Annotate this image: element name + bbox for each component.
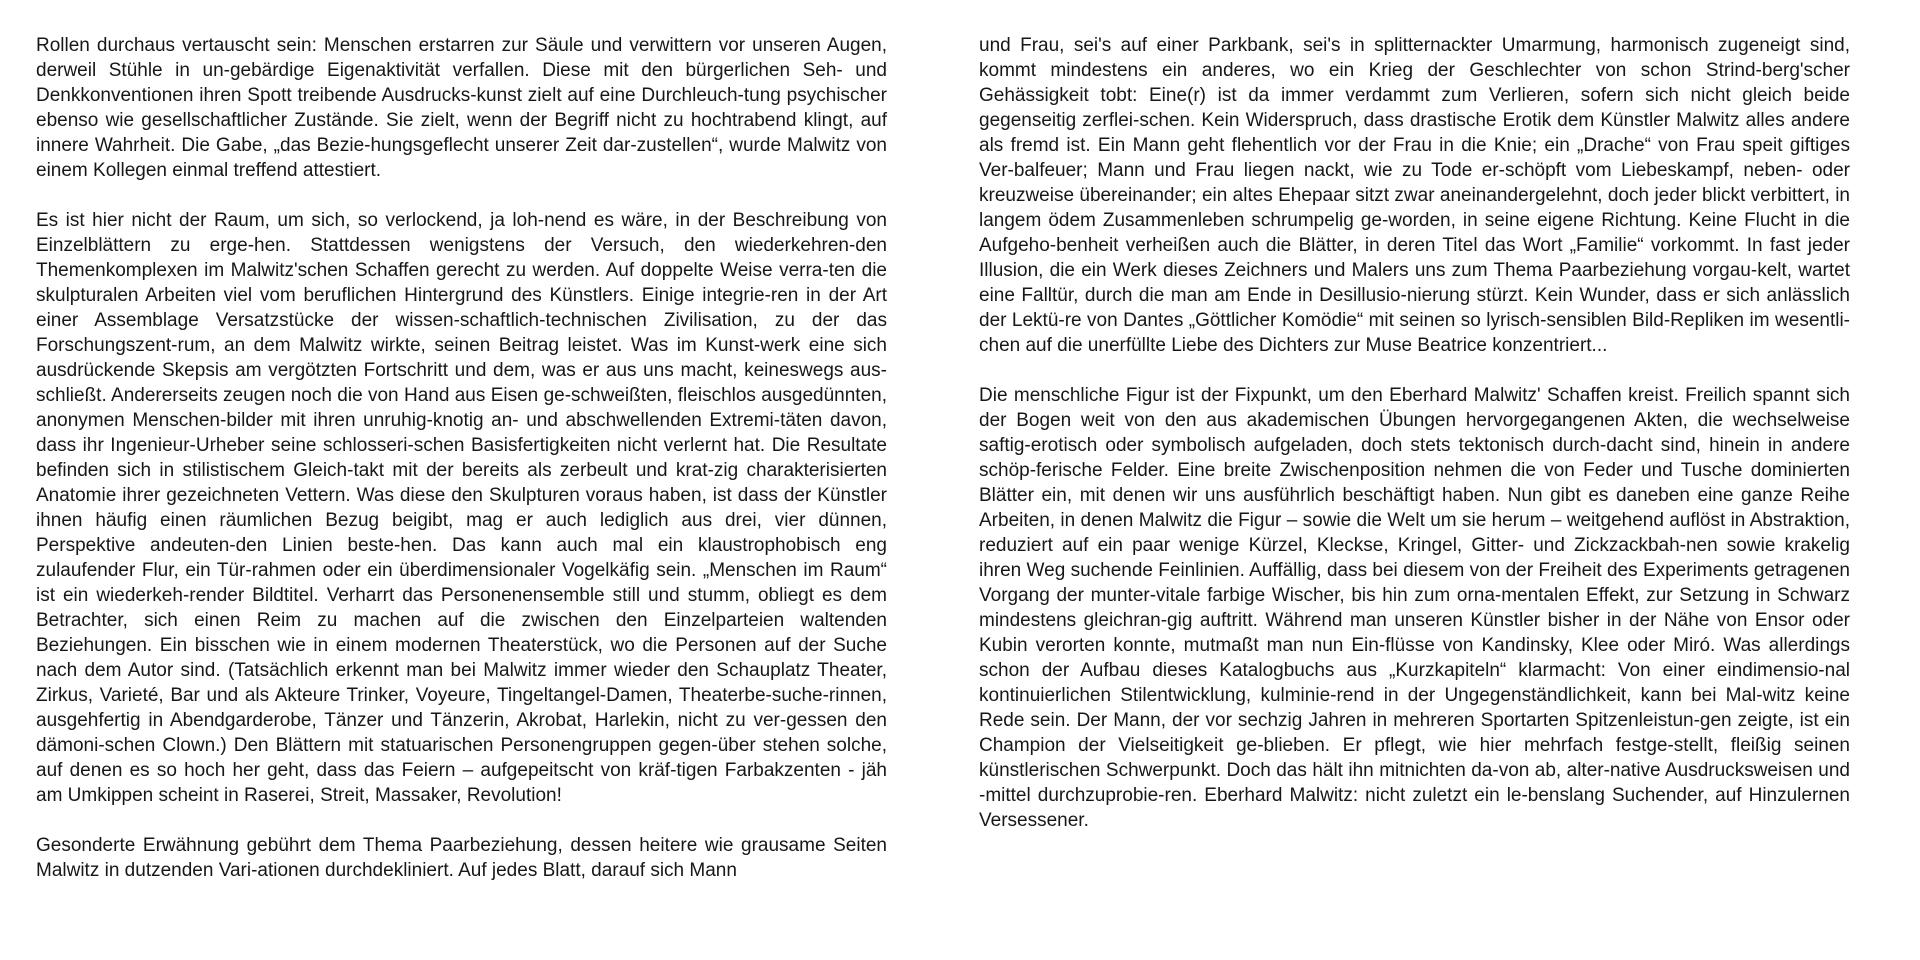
paragraph: Gesonderte Erwähnung gebührt dem Thema Paarbeziehung, dessen heitere wie grausame Seiten Malwitz in dutzenden Vari-ationen durchdekliniert. Auf jedes Blatt, darauf sich Mann bbox=[36, 835, 887, 881]
paragraph: und Frau, sei's auf einer Parkbank, sei's in splitternackter Umarmung, harmonisch zugeneigt sind, kommt mindestens ein anderes, wo ein Krieg der Geschlechter von schon Strind-berg'scher Gehässigkeit tobt: Eine(r) ist da immer verdammt zum Verlieren, sofern sich nicht gleich beide gegenseitig zerflei-schen. Kein Widerspruch, dass drastische Erotik dem Künstler Malwitz alles andere als fremd ist. Ein Mann geht flehentlich vor der Frau in die Knie; ein „Drache“ von Frau speit giftiges Ver-balfeuer; Mann und Frau liegen nackt, wie zu Tode er-schöpft vom Liebeskampf, neben- oder kreuzweise übereinander; ein altes Ehepaar sitzt zwar aneinandergelehnt, doch jeder blickt verbittert, in langem ödem Zusammenleben schrumpelig ge-worden, in seine eigene Richtung. Keine Flucht in die Aufgeho-benheit verheißen auch die Blätter, in deren Titel das Wort „Familie“ vorkommt. In fast jeder Illusion, die ein Werk dieses Zeichners und Malers uns zum Thema Paarbeziehung vorgau-kelt, wartet eine Falltür, durch die man am Ende in Desillusio-nierung stürzt. Kein Wunder, dass er sich anlässlich der Lektü-re von Dantes „Göttlicher Komödie“ mit seinen so lyrisch-sensiblen Bild-Repliken im wesentli-chen auf die unerfüllte Liebe des Dichters zur Muse Beatrice konzentriert... bbox=[979, 35, 1850, 356]
paragraph: Die menschliche Figur ist der Fixpunkt, um den Eberhard Malwitz' Schaffen kreist. Freilich spannt sich der Bogen weit von den aus akademischen Übungen hervorgegangenen Akten, die wechselweise saftig-erotisch oder symbolisch aufgeladen, doch stets tektonisch durch-dacht sind, hinein in andere schöp-ferische Felder. Eine breite Zwischenposition nehmen die von Feder und Tusche dominierten Blätter ein, mit denen wir uns ausführlich beschäftigt haben. Nun gibt es daneben eine ganze Reihe Arbeiten, in denen Malwitz die Figur – sowie die Welt um sie herum – weitgehend auflöst in Abstraktion, reduziert auf ein paar wenige Kürzel, Kleckse, Kringel, Gitter- und Zickzackbah-nen sowie krakelig ihren Weg suchende Feinlinien. Auffällig, dass bei diesem von der Freiheit des Experiments getragenen Vorgang der munter-vitale farbige Wischer, bis hin zum orna-mentalen Effekt, zur Setzung in Schwarz mindestens gleichran-gig auftritt. Während man unseren Künstler bisher in der Nähe von Ensor oder Kubin verorten konnte, mutmaßt man nun Ein-flüsse von Kandinsky, Klee oder Miró. Was allerdings schon der Aufbau dieses Katalogbuchs aus „Kurzkapiteln“ klarmacht: Von einer eindimensio-nal kontinuierlichen Stilentwicklung, kulminie-rend in der Ungegenständlichkeit, kann bei Mal-witz keine Rede sein. Der Mann, der vor sechzig Jahren in mehreren Sportarten Spitzenleistun-gen zeigte, ist ein Champion der Vielseitigkeit ge-blieben. Er pflegt, wie hier mehrfach festge-stellt, fleißig seinen künstlerischen Schwerpunkt. Doch das hält ihn mitnichten da-von ab, alter-native Ausdrucksweisen und -mittel durchzuprobie-ren. Eberhard Malwitz: nicht zuletzt ein le-benslang Suchender, auf Hinzulernen Versessener. bbox=[979, 385, 1850, 831]
text-column-left bbox=[36, 33, 887, 960]
text-column-right bbox=[979, 33, 1850, 960]
paragraph: Es ist hier nicht der Raum, um sich, so verlockend, ja loh-nend es wäre, in der Beschreibung von Einzelblättern zu erge-hen. Stattdessen wenigstens der Versuch, den wiederkehren-den Themenkomplexen im Malwitz'schen Schaffen gerecht zu werden. Auf doppelte Weise verra-ten die skulpturalen Arbeiten viel vom beruflichen Hintergrund des Künstlers. Einige integrie-ren in der Art einer Assemblage Versatzstücke der wissen-schaftlich-technischen Zivilisation, zu der das Forschungszent-rum, an dem Malwitz wirkte, seinen Beitrag leistet. Was im Kunst-werk eine sich ausdrückende Skepsis am vergötzten Fortschritt und dem, was er aus uns macht, keineswegs aus-schließt. Andererseits zeugen noch die von Hand aus Eisen ge-schweißten, fleischlos ausgedünnten, anonymen Menschen-bilder mit ihren unruhig-knotig an- und abschwellenden Extremi-täten davon, dass ihr Ingenieur-Urheber seine schlosseri-schen Basisfertigkeiten nicht verlernt hat. Die Resultate befinden sich in stilistischem Gleich-takt mit der bereits als zerbeult und krat-zig charakterisierten Anatomie ihrer gezeichneten Vettern. Was diese den Skulpturen voraus haben, ist dass der Künstler ihnen häufig einen räumlichen Bezug beigibt, mag er auch lediglich aus drei, vier dünnen, Perspektive andeuten-den Linien beste-hen. Das kann auch mal ein klaustrophobisch eng zulaufender Flur, ein Tür-rahmen oder ein überdimensionaler Vogelkäfig sein. „Menschen im Raum“ ist ein wiederkeh-render Bildtitel. Verharrt das Personenensemble still und stumm, obliegt es dem Betrachter, sich einen Reim zu machen auf die zwischen den Einzelparteien waltenden Beziehungen. Ein bisschen wie in einem modernen Theaterstück, wo die Personen auf der Suche nach dem Autor sind. (Tatsächlich erkennt man bei Malwitz immer wieder den Schauplatz Theater, Zirkus, Varieté, Bar und als Akteure Trinker, Voyeure, Tingeltangel-Damen, Theaterbe-suche-rinnen, ausgehfertig in Abendgarderobe, Tänzer und Tänzerin, Akrobat, Harlekin, nicht zu ver-gessen den dämoni-schen Clown.) Den Blättern mit statuarischen Personengruppen gegen-über stehen solche, auf denen es so hoch her geht, dass das Feiern – aufgepeitscht von kräf-tigen Farbakzenten - jäh am Umkippen scheint in Raserei, Streit, Massaker, Revolution! bbox=[36, 210, 887, 806]
paragraph: Rollen durchaus vertauscht sein: Menschen erstarren zur Säule und verwittern vor unseren Augen, derweil Stühle in un-gebärdige Eigenaktivität verfallen. Diese mit den bürgerlichen Seh- und Denkkonventionen ihren Spott treibende Ausdrucks-kunst zielt auf eine Durchleuch-tung psychischer ebenso wie gesellschaftlicher Zustände. Sie zielt, wenn der Begriff nicht zu hochtrabend klingt, auf innere Wahrheit. Die Gabe, „das Bezie-hungsgeflecht unserer Zeit dar-zustellen“, wurde Malwitz von einem Kollegen einmal treffend attestiert. bbox=[36, 35, 887, 181]
